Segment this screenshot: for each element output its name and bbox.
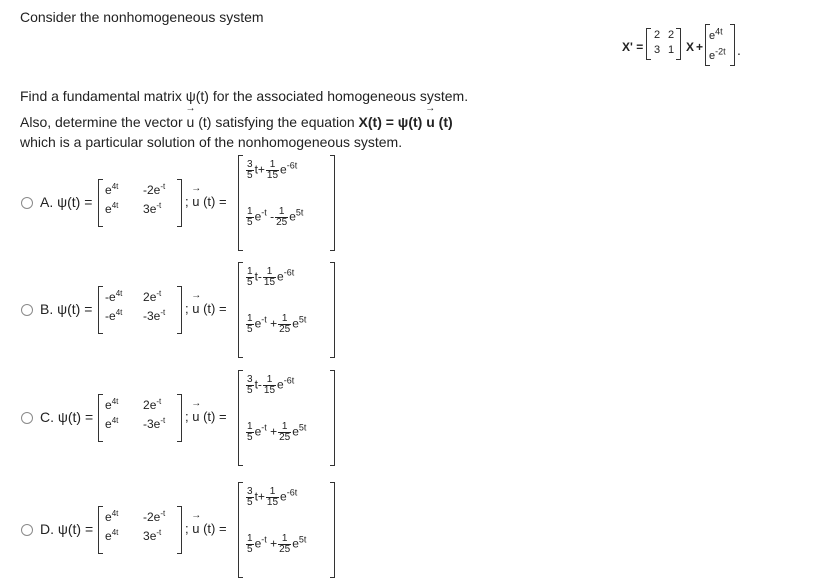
psi-cell-01: $2e^{-t}$	[143, 289, 162, 304]
u-left-bracket	[238, 482, 243, 578]
matrix-left-bracket	[646, 28, 651, 60]
system-x: X	[686, 40, 695, 54]
system-lhs: X' =	[622, 40, 644, 54]
psi-right-bracket	[177, 506, 182, 554]
option-a-radio[interactable]	[21, 197, 33, 209]
forcing-bottom: $e^{-2t}$	[709, 46, 726, 62]
intro-text: Consider the nonhomogeneous system	[20, 9, 264, 25]
u-right-bracket	[330, 155, 335, 251]
psi-cell-11: $3e^{-t}$	[143, 528, 162, 543]
psi-cell-01: $-2e^{-t}$	[143, 509, 166, 524]
equation: X(t) = ψ(t) → u (t)	[359, 114, 453, 130]
u-bottom-entry: $\frac{1}{5}$ $e^{-t}$ + $\frac{1}{25}$ $e^{5t}$	[247, 533, 307, 555]
option-c-label: C. ψ(t) =	[40, 409, 94, 425]
option-d-radio[interactable]	[21, 524, 33, 536]
matrix-a11: 2	[654, 29, 661, 41]
u-top-entry: $\frac{3}{5}$ t+ $\frac{1}{15}$ $e^{-6t}$	[247, 486, 298, 508]
psi-cell-10: $e^{4t}$	[105, 528, 119, 543]
psi-left-bracket	[98, 394, 103, 442]
psi-cell-10: $-e^{4t}$	[105, 308, 123, 323]
u-bottom-entry: $\frac{1}{5}$ $e^{-t}$ + $\frac{1}{25}$ $e^{5t}$	[247, 313, 307, 335]
psi-left-bracket	[98, 179, 103, 227]
u-top-entry: $\frac{1}{5}$ t- $\frac{1}{15}$ $e^{-6t}$	[247, 266, 295, 288]
system-period: .	[737, 42, 741, 58]
option-a-label: A. ψ(t) =	[40, 194, 93, 210]
system-equation	[622, 28, 837, 78]
option-d-u-label: ; → u (t) =	[185, 521, 227, 536]
psi-cell-10: $e^{4t}$	[105, 416, 119, 431]
option-b-label: B. ψ(t) =	[40, 301, 93, 317]
psi-cell-01: $2e^{-t}$	[143, 397, 162, 412]
u-bottom-entry: $\frac{1}{5}$ $e^{-t}$ + $\frac{1}{25}$ $e^{5t}$	[247, 421, 307, 443]
option-a-u-label: ; → u (t) =	[185, 194, 227, 209]
vector-u: → u	[187, 114, 195, 130]
psi-cell-11: $-3e^{-t}$	[143, 308, 166, 323]
matrix-a12: 2	[668, 29, 675, 41]
psi-cell-00: $e^{4t}$	[105, 182, 119, 197]
question-line-3: which is a particular solution of the nonhomogeneous system.	[20, 134, 403, 150]
psi-cell-00: $-e^{4t}$	[105, 289, 123, 304]
u-top-entry: $\frac{3}{5}$ t- $\frac{1}{15}$ $e^{-6t}$	[247, 374, 295, 396]
system-plus: +	[696, 40, 704, 54]
psi-cell-01: $-2e^{-t}$	[143, 182, 166, 197]
u-left-bracket	[238, 155, 243, 251]
option-b-u-label: ; → u (t) =	[185, 301, 227, 316]
psi-left-bracket	[98, 506, 103, 554]
option-b-radio[interactable]	[21, 304, 33, 316]
psi-cell-00: $e^{4t}$	[105, 509, 119, 524]
matrix-a21: 3	[654, 44, 661, 56]
u-top-entry: $\frac{3}{5}$ t+ $\frac{1}{15}$ $e^{-6t}$	[247, 159, 298, 181]
psi-right-bracket	[177, 394, 182, 442]
option-c-radio[interactable]	[21, 412, 33, 424]
psi-cell-00: $e^{4t}$	[105, 397, 119, 412]
forcing-right-bracket	[730, 24, 735, 66]
matrix-a22: 1	[668, 44, 675, 56]
psi-right-bracket	[177, 286, 182, 334]
question-line-2: Also, determine the vector → u (t) satisfying the equation X(t) = ψ(t) → u (t)	[20, 114, 453, 130]
psi-cell-10: $e^{4t}$	[105, 201, 119, 216]
psi-cell-11: $3e^{-t}$	[143, 201, 162, 216]
psi-right-bracket	[177, 179, 182, 227]
option-d-label: D. ψ(t) =	[40, 521, 94, 537]
u-right-bracket	[330, 370, 335, 466]
question-line-1: Find a fundamental matrix ψ(t) for the associated homogeneous system.	[20, 88, 469, 104]
option-c-u-label: ; → u (t) =	[185, 409, 227, 424]
matrix-right-bracket	[676, 28, 681, 60]
u-left-bracket	[238, 262, 243, 358]
u-bottom-entry: $\frac{1}{5}$ $e^{-t}$ - $\frac{1}{25}$ $e^{5t}$	[247, 206, 304, 228]
u-right-bracket	[330, 262, 335, 358]
forcing-top: $e^{4t}$	[709, 26, 723, 42]
u-left-bracket	[238, 370, 243, 466]
psi-left-bracket	[98, 286, 103, 334]
u-right-bracket	[330, 482, 335, 578]
psi-cell-11: $-3e^{-t}$	[143, 416, 166, 431]
